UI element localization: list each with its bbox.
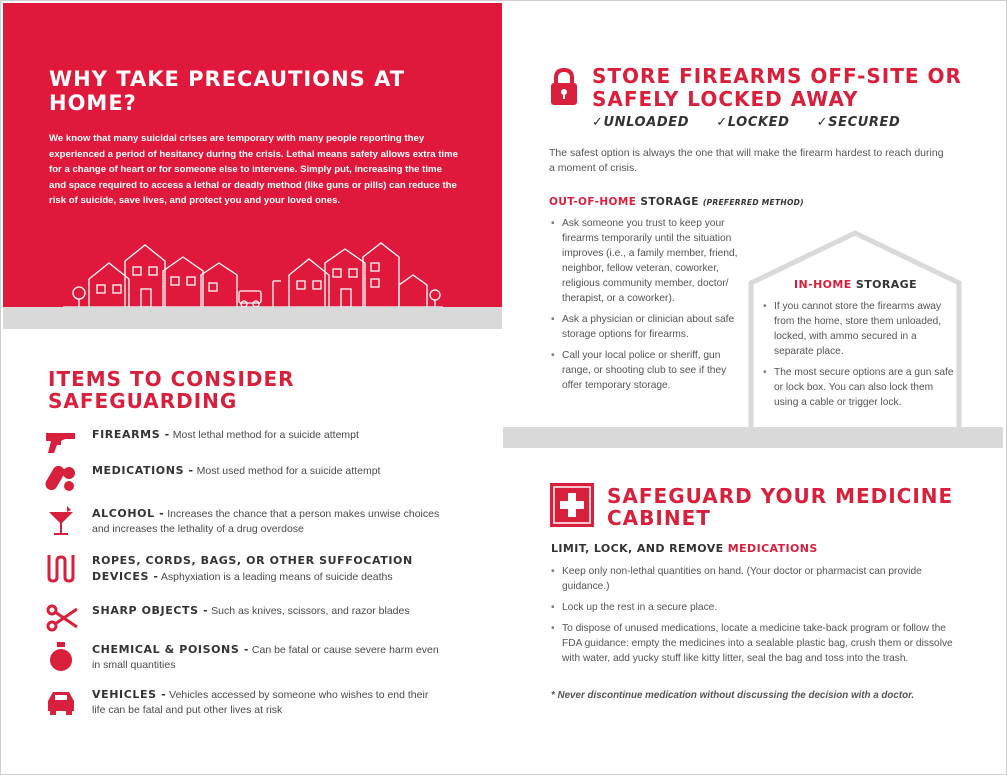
list-item: • Lock up the rest in a secure place.: [549, 600, 959, 615]
list-item: [45, 553, 445, 589]
why-title: WHY TAKE PRECAUTIONS AT HOME?: [49, 67, 406, 115]
item-label: ALCOHOL -: [92, 507, 165, 520]
check-locked: ✓LOCKED: [716, 115, 790, 130]
why-body: We know that many suicidal crises are temporary with many people reporting they experienced a period of hesitancy during the crisis. Lethal means safety allows extra time for a change of heart or for someone else to intervene. Simply put, increasing the time and space required to access a lethal or deadly method (like guns or pills) can reduce the risk of suicide, save lives, and protect you and your loved ones.: [49, 133, 458, 207]
list-item: [45, 642, 445, 678]
check-unloaded: ✓UNLOADED: [592, 115, 690, 130]
item-label: FIREARMS -: [92, 428, 170, 441]
list-item: • Keep only non-lethal quantities on hand. (Your doctor or pharmacist can provide guidance.): [549, 564, 959, 594]
pills-icon: [45, 463, 79, 493]
item-desc: Most lethal method for a suicide attempt: [169, 429, 359, 441]
firearms-title: STORE FIREARMS OFF-SITE OR SAFELY LOCKED AWAY: [592, 64, 962, 111]
item-desc: Most used method for a suicide attempt: [193, 465, 381, 477]
padlock-icon: [549, 67, 579, 107]
medicine-list: [549, 564, 959, 672]
item-desc: Can be fatal or cause severe harm even in small quantities: [92, 644, 439, 671]
list-item: [45, 687, 445, 723]
scissors-icon: [45, 603, 79, 633]
list-item: • Ask a physician or clinician about safe storage options for firearms.: [549, 312, 744, 342]
item-label: CHEMICAL & POISONS -: [92, 643, 249, 656]
item-label: SHARP OBJECTS -: [92, 604, 209, 617]
in-home-list: [761, 299, 956, 416]
medicine-title: SAFEGUARD YOUR MEDICINE CABINET: [607, 484, 954, 530]
why-panel: [3, 3, 502, 307]
list-item: • Call your local police or sheriff, gun range, or shooting club to see if they offer temporary storage.: [549, 348, 744, 393]
items-title: ITEMS TO CONSIDER SAFEGUARDING: [48, 367, 295, 413]
storage-checklist: [592, 115, 972, 130]
item-label: VEHICLES -: [92, 688, 167, 701]
list-item: • The most secure options are a gun safe or lock box. You can also lock them using a cable or trigger lock.: [761, 365, 956, 410]
medication-note: * Never discontinue medication without discussing the decision with a doctor.: [551, 690, 915, 701]
list-item: • To dispose of unused medications, locate a medicine take-back program or follow the FDA guidance: empty the medicines into a sealable plastic bag, crush them or dissolve with water, add yucky stuff like kitty litter, seal the bag and toss into the trash.: [549, 621, 959, 666]
neighborhood-skyline-icon: [63, 231, 443, 307]
list-item: [45, 506, 445, 542]
item-desc: Such as knives, scissors, and razor blades: [208, 605, 410, 617]
list-item: [45, 603, 445, 631]
divider-band: [3, 307, 502, 329]
out-of-home-list: [549, 216, 744, 399]
medicine-cabinet-icon: [550, 483, 594, 527]
item-label: MEDICATIONS -: [92, 464, 194, 477]
rope-icon: [45, 553, 79, 583]
divider-band: [503, 427, 1003, 448]
list-item: • Ask someone you trust to keep your firearms temporarily until the situation improves (i.e., a family member, friend, neighbor, fellow veteran, coworker, religious community member, doctor/ therapist, or a coworker).: [549, 216, 744, 306]
car-icon: [45, 687, 79, 717]
cocktail-icon: [45, 506, 79, 536]
item-desc: Asphyxiation is a leading means of suicide deaths: [158, 571, 393, 583]
check-secured: ✓SECURED: [816, 115, 901, 130]
medicine-subheading: LIMIT, LOCK, AND REMOVE MEDICATIONS: [551, 542, 818, 555]
chemical-bottle-icon: [45, 642, 79, 672]
gun-icon: [45, 427, 79, 457]
out-of-home-heading: OUT-OF-HOME STORAGE (PREFERRED METHOD): [549, 196, 804, 208]
item-label: ROPES, CORDS, BAGS, OR OTHER SUFFOCATION DEVICES -: [92, 554, 413, 583]
list-item: [45, 463, 445, 493]
firearms-intro: The safest option is always the one that will make the firearm hardest to reach during a moment of crisis.: [549, 147, 944, 174]
list-item: [45, 427, 445, 455]
item-desc: Vehicles accessed by someone who wishes to end their life can be fatal and put other lives at risk: [92, 689, 429, 716]
list-item: • If you cannot store the firearms away from the home, store them unloaded, locked, with ammo secured in a separate place.: [761, 299, 956, 359]
item-desc: Increases the chance that a person makes unwise choices and increases the lethality of a drug overdose: [92, 508, 440, 535]
in-home-heading: IN-HOME STORAGE: [794, 278, 918, 291]
